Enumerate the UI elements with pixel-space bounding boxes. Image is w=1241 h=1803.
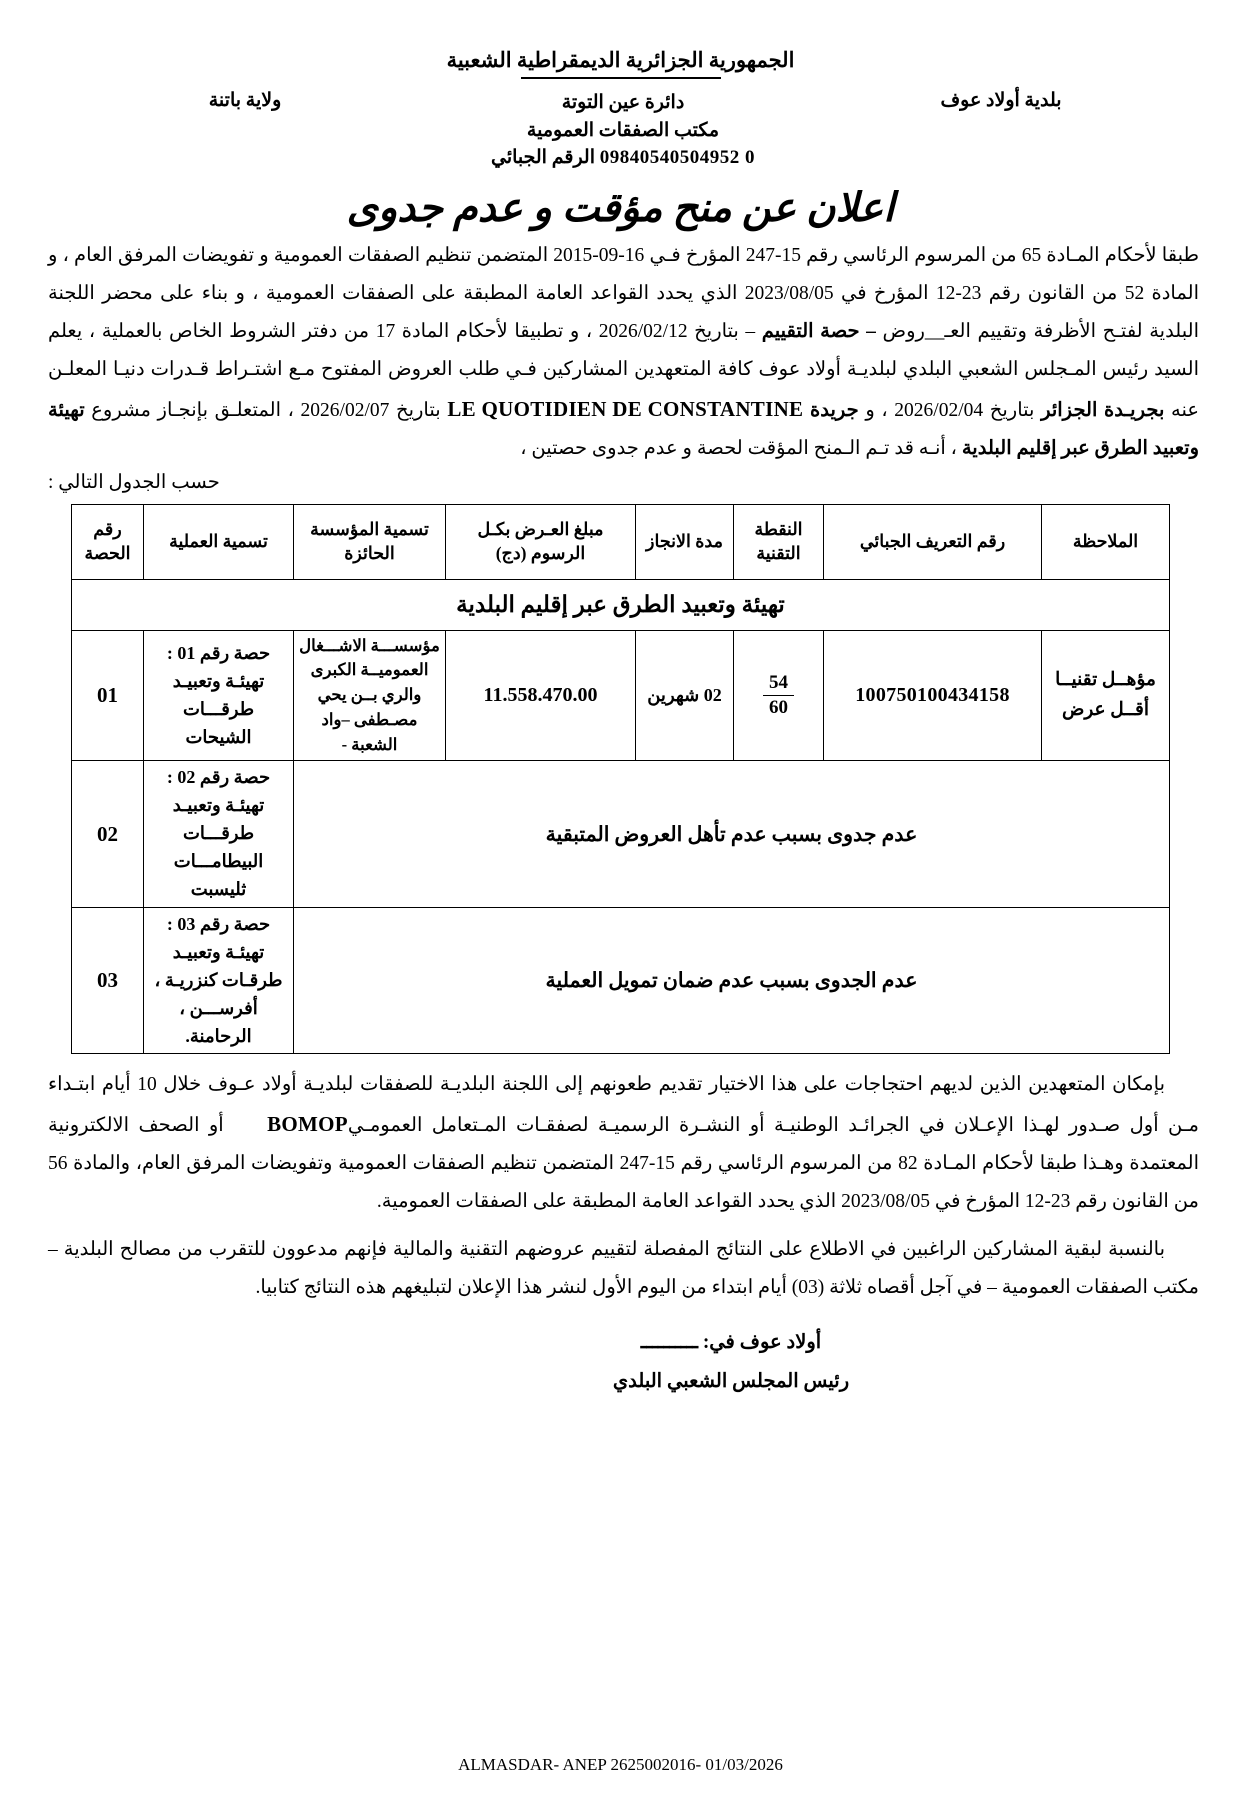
th-fiscal-id: رقم التعريف الجبائي bbox=[824, 504, 1042, 579]
header-row bbox=[0, 89, 1241, 172]
signature-place-line bbox=[521, 1323, 941, 1362]
newspaper-name-latin: LE QUOTIDIEN DE CONSTANTINE bbox=[447, 396, 804, 421]
row1-company: مؤسســـة الاشـــغال العموميــة الكبرى والري بــن يحي مصـطفى –واد الشعبة - bbox=[294, 630, 446, 761]
row1-operation: حصة رقم 01 : تهيئـة وتعبيـد طرقـــات الشيحات bbox=[144, 630, 294, 761]
footer-paragraphs bbox=[0, 1054, 1241, 1307]
tax-number-label: الرقم الجبائي bbox=[490, 147, 595, 169]
body-part-5: ، أنـه قد تـم الـمنح المؤقت لحصة و عدم جدوى حصتين ، bbox=[520, 437, 962, 459]
th-technical-score: النقطة التقنية bbox=[734, 504, 824, 579]
table-banner-row bbox=[72, 579, 1170, 630]
row1-duration: 02 شهرين bbox=[636, 630, 734, 761]
score-fraction bbox=[763, 672, 794, 719]
results-table bbox=[71, 504, 1170, 1055]
signature-inner bbox=[521, 1323, 941, 1401]
table-row bbox=[72, 907, 1170, 1053]
footer-paragraph-1 bbox=[48, 1066, 1199, 1221]
commune-label: بلدية أولاد عوف bbox=[940, 90, 1062, 111]
banner-project-title: تهيئة وتعبيد الطرق عبر إقليم البلدية bbox=[72, 579, 1170, 630]
table-lead-in: حسب الجدول التالي : bbox=[48, 471, 220, 493]
th-company-name: تسمية المؤسسة الحائزة bbox=[294, 504, 446, 579]
header-center-block bbox=[335, 89, 911, 172]
row1-technical-score bbox=[734, 630, 824, 761]
th-lot-number: رقم الحصة bbox=[72, 504, 144, 579]
score-numerator: 54 bbox=[763, 672, 794, 696]
page-title: اعلان عن منح مؤقت و عدم جدوى bbox=[346, 184, 895, 230]
row1-lot-number: 01 bbox=[72, 630, 144, 761]
footer-part-2: أو الصحف الالكترونية المعتمدة وهـذا طبقا لأحكام المـادة 82 من المرسوم الرئاسي رقم 15-247 المتضمن تنظيم الصفقات العمومية وتفويضات المرفق العام، والمادة 56 من القانون رقم 23-12 المؤرخ في 2023/08/05 الذي يحدد القواعد العامة المطبقة على الصفقات العمومية. bbox=[48, 1115, 1199, 1213]
th-observation: الملاحظة bbox=[1042, 504, 1170, 579]
body-bold-project-name: تهيئة وتعبيد الطرق عبر إقليم البلدية bbox=[48, 399, 1199, 459]
anep-reference: ALMASDAR- ANEP 2625002016- 01/03/2026 bbox=[458, 1755, 783, 1774]
row1-fiscal-id: 100750100434158 bbox=[824, 630, 1042, 761]
body-part-4: بتاريخ 2026/02/07 ، المتعلـق بإنجـاز مشروع bbox=[84, 399, 448, 421]
row3-lot-number: 03 bbox=[72, 907, 144, 1053]
signature-block bbox=[0, 1323, 1241, 1401]
table-row bbox=[72, 630, 1170, 761]
row3-message: عدم الجدوى بسبب عدم ضمان تمويل العملية bbox=[294, 907, 1170, 1053]
th-operation-name: تسمية العملية bbox=[144, 504, 294, 579]
th-offer-amount: مبلغ العـرض بكـل الرسوم (دج) bbox=[446, 504, 636, 579]
table-header-row bbox=[72, 504, 1170, 579]
footer-part-1: بإمكان المتعهدين الذين لديهم احتجاجات على هذا الاختيار تقديم طعونهم إلى اللجنة البلديـة للصفقات لبلديـة أولاد عـوف خلال 10 أيام ابتـداء مـن أول صـدور لهـذا الإعـلان في الجرائـد الوطنيـة أو النشـرة الرسميـة لصفقـات المـتعامل العمومـي bbox=[48, 1074, 1199, 1137]
row2-operation: حصة رقم 02 : تهيئـة وتعبيـد طرقـــات البيطامـــات ثليسبت bbox=[144, 761, 294, 907]
row2-lot-number: 02 bbox=[72, 761, 144, 907]
body-bold-jarida: جريدة bbox=[810, 399, 859, 421]
wilaya-label: ولاية باتنة bbox=[208, 90, 282, 111]
footer-paragraph-2: بالنسبة لبقية المشاركين الراغبين في الاطلاع على النتائج المفصلة لتقييم عروضهم التقنية والمالية فإنهم مدعوون للتقرب من مصالح البلدية – مكتب الصفقات العمومية – في آجل أقصاه ثلاثة (03) أيام ابتداء من اليوم الأول لنشر هذا الإعلان لتبليغهم هذه النتائج كتابيا. bbox=[48, 1239, 1199, 1299]
office-label: مكتب الصفقات العمومية bbox=[526, 119, 720, 141]
body-part-1: طبقا لأحكام المـادة 65 من المرسوم الرئاسي رقم 15-247 المؤرخ فـي 16-09-2015 المتضمن تنظيم الصفقات العمومية و تفويضات المرفق العام ، و المادة 52 من القانون رقم 23-12 المؤرخ في 2023/08/05 الذي يحدد القواعد العامة المطبقة على الصفقات العمومية ، و بناء على محضر اللجنة البلدية لفتـح الأظرفة وتقييم العـ__روض bbox=[48, 244, 1200, 342]
body-bold-newspaper-aljazair: بجريـدة الجزائر bbox=[1041, 399, 1165, 421]
signature-place-label: أولاد عوف في: bbox=[702, 1332, 822, 1354]
score-denominator: 60 bbox=[769, 697, 788, 719]
body-bold-evaluation-lot: – حصة التقييم bbox=[761, 320, 876, 342]
body-text bbox=[48, 237, 1199, 468]
row3-operation: حصة رقم 03 : تهيئـة وتعبيـد طرقـات كنزريـة ، أفرســـن ، الرحامنة. bbox=[144, 907, 294, 1053]
republic-underline bbox=[521, 77, 721, 79]
daira-label: دائرة عين التوتة bbox=[561, 92, 685, 113]
row1-amount: 11.558.470.00 bbox=[446, 630, 636, 761]
signature-date-blank: ــــــــــ bbox=[640, 1332, 698, 1354]
th-duration: مدة الانجاز bbox=[636, 504, 734, 579]
tax-number-line bbox=[335, 144, 911, 172]
body-part-3: بتاريخ 2026/02/04 ، و bbox=[858, 399, 1042, 421]
body-paragraph bbox=[0, 237, 1241, 468]
bomop-label: BOMOP bbox=[267, 1112, 348, 1137]
signature-role: رئيس المجلس الشعبي البلدي bbox=[612, 1371, 850, 1393]
republic-heading: الجمهورية الجزائرية الديمقراطية الشعبية bbox=[446, 48, 795, 72]
table-row bbox=[72, 761, 1170, 907]
document-page bbox=[0, 48, 1241, 1803]
tax-number-value: 09840540504952 0 bbox=[599, 147, 755, 169]
row2-message: عدم جدوى بسبب عدم تأهل العروض المتبقية bbox=[294, 761, 1170, 907]
row1-observation: مؤهــل تقنيــا أقــل عرض bbox=[1042, 630, 1170, 761]
body-part-2: – بتاريخ 2026/02/12 ، و تطبيقا لأحكام المادة 17 من دفتر الشروط الخاص بالعملية ، يعلم السيد رئيس المـجلس الشعبي البلدي لبلديـة أولاد عوف كافة المتعهدين المشاركين فـي طلب العروض المفتوح مـع اشتـراط قـدرات دنيـا المعلـن عنه bbox=[48, 320, 1199, 421]
